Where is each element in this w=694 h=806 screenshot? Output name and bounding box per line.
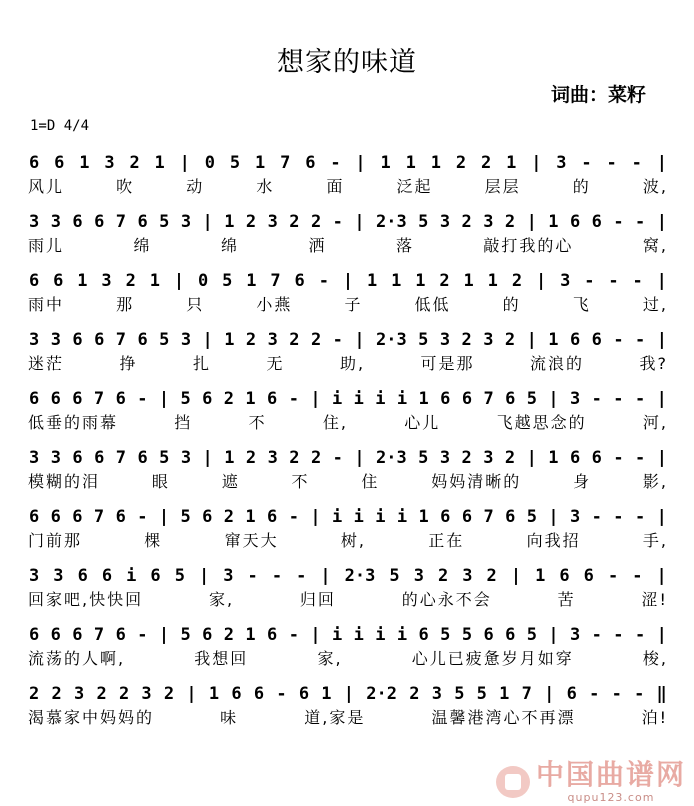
notation-line: 3 3 6 6 7 6 5 3 | 1 2 3 2 2 - | 2·3 5 3 2 3 2 | 1 6 6 - - | (29, 212, 667, 232)
score-line (28, 258, 668, 317)
watermark-text (536, 759, 686, 804)
score-line (28, 435, 668, 494)
notation-line: 6 6 1 3 2 1 | 0 5 1 7 6 - | 1 1 1 2 1 1 2 | 3 - - - | (29, 271, 667, 291)
score-line (28, 317, 668, 376)
watermark-url: qupu123.com (567, 791, 655, 804)
lyrics-line: 渴慕家中妈妈的 味 道,家是 温馨港湾心不再漂 泊! (28, 707, 668, 727)
score-line (28, 612, 668, 671)
author-credit: 词曲：菜籽 (550, 84, 646, 106)
lyrics-line: 门前那 棵 窜天大 树, 正在 向我招 手, (28, 530, 668, 550)
lyrics-line: 模糊的泪 眼 遮 不 住 妈妈清晰的 身 影, (28, 471, 668, 491)
lyrics-line: 流荡的人啊, 我想回 家, 心儿已疲惫岁月如穿 梭, (28, 648, 668, 668)
lyrics-line: 回家吧,快快回 家, 归回 的心永不会 苦 涩! (28, 589, 668, 609)
score-line (28, 140, 668, 199)
score-line (28, 376, 668, 435)
lyrics-line: 雨中 那 只 小燕 子 低低 的 飞 过, (28, 294, 668, 314)
page-title: 想家的味道 (277, 47, 417, 78)
lyrics-line: 迷茫 挣 扎 无 助, 可是那 流浪的 我? (28, 353, 668, 373)
watermark-site-name: 中国曲谱网 (535, 758, 686, 791)
notation-line: 6 6 6 7 6 - | 5 6 2 1 6 - | i i i i 1 6 6 7 6 5 | 3 - - - | (29, 507, 667, 527)
notation-line: 6 6 6 7 6 - | 5 6 2 1 6 - | i i i i 1 6 6 7 6 5 | 3 - - - | (29, 389, 667, 409)
score (28, 140, 668, 730)
notation-line: 6 6 6 7 6 - | 5 6 2 1 6 - | i i i i 6 5 5 6 6 5 | 3 - - - | (29, 625, 667, 645)
key-signature: 1=D 4/4 (30, 118, 90, 134)
score-line (28, 199, 668, 258)
lyrics-line: 风儿 吹 动 水 面 泛起 层层 的 波, (28, 176, 668, 196)
site-logo-icon (496, 766, 530, 798)
notation-line: 6 6 1 3 2 1 | 0 5 1 7 6 - | 1 1 1 2 2 1 | 3 - - - | (29, 153, 667, 173)
score-line (28, 494, 668, 553)
lyrics-line: 雨儿 绵 绵 洒 落 敲打我的心 窝, (28, 235, 668, 255)
notation-line: 3 3 6 6 i 6 5 | 3 - - - | 2·3 5 3 2 3 2 | 1 6 6 - - | (29, 566, 667, 586)
lyrics-line: 低垂的雨幕 挡 不 住, 心儿 飞越思念的 河, (28, 412, 668, 432)
score-line (28, 553, 668, 612)
notation-line: 3 3 6 6 7 6 5 3 | 1 2 3 2 2 - | 2·3 5 3 2 3 2 | 1 6 6 - - | (29, 330, 667, 350)
score-line (28, 671, 668, 730)
notation-line: 2 2 3 2 2 3 2 | 1 6 6 - 6 1 | 2·2 2 3 5 5 1 7 | 6 - - - ‖ (29, 684, 667, 704)
notation-line: 3 3 6 6 7 6 5 3 | 1 2 3 2 2 - | 2·3 5 3 2 3 2 | 1 6 6 - - | (29, 448, 667, 468)
site-watermark (496, 759, 686, 804)
